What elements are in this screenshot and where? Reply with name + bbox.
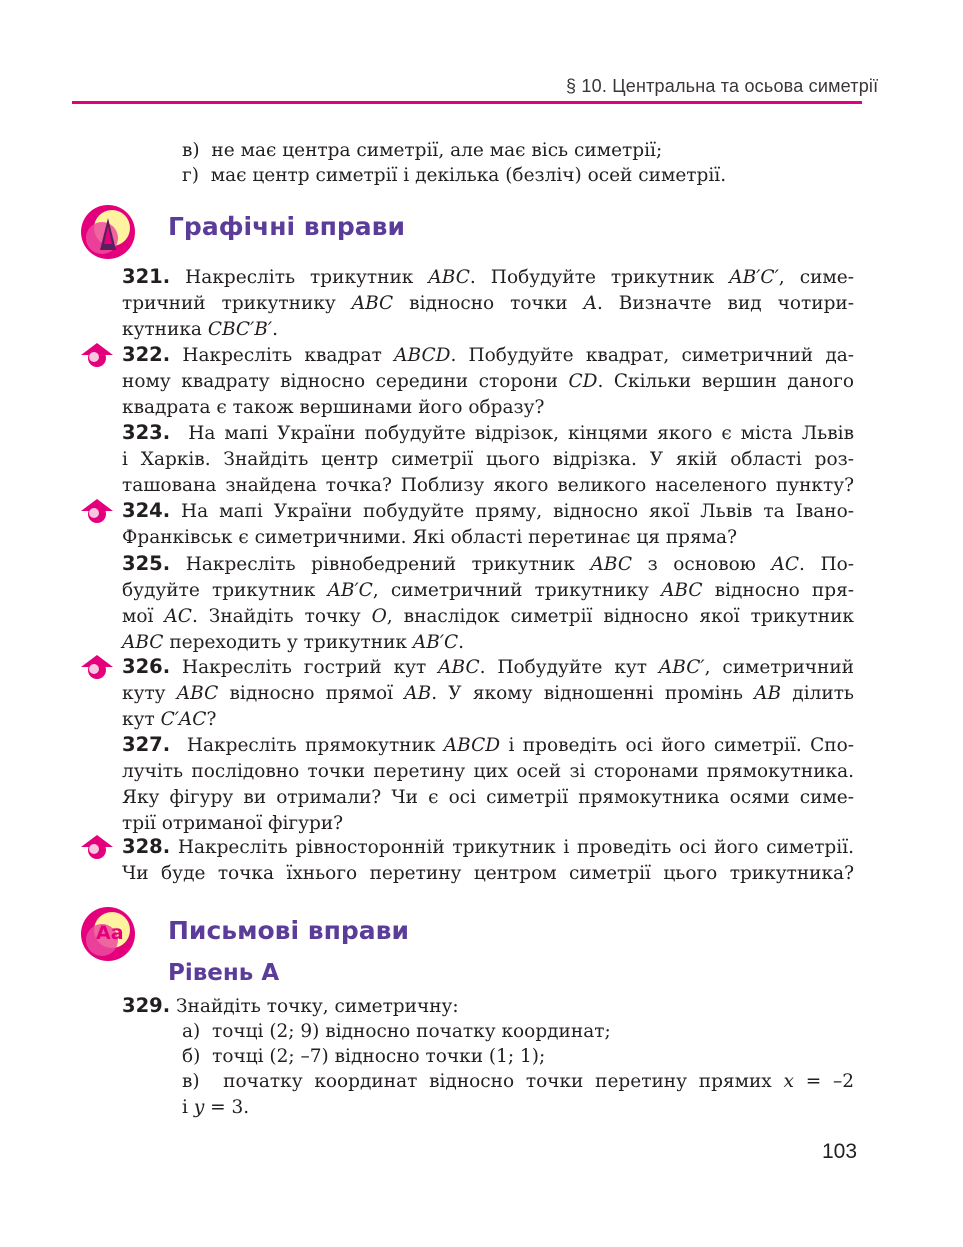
- exercise-326: [122, 654, 854, 733]
- math: ABC: [122, 632, 164, 653]
- exercise-322: [122, 342, 854, 421]
- text: Накресліть гострий кут: [182, 657, 439, 678]
- item-text: точці (2; 9) відносно початку координат;: [212, 1021, 611, 1042]
- difficulty-marker-icon: [80, 834, 114, 860]
- math: CD: [568, 371, 598, 392]
- exercise-line: трії отриманої фігури?: [122, 813, 344, 834]
- difficulty-marker-icon: [80, 654, 114, 680]
- exercise-number: 327.: [122, 733, 171, 756]
- exercise-line: [122, 732, 854, 759]
- text: Накресліть прямокутник: [186, 735, 444, 756]
- exercise-329: [122, 993, 459, 1020]
- text: , симетричний трикутнику: [372, 580, 662, 601]
- text: . Знайдіть точку: [191, 606, 372, 627]
- aa-icon-label: Aa: [96, 922, 124, 944]
- item-label: б): [182, 1046, 201, 1067]
- exercise-323: [122, 420, 854, 499]
- exercise-number: 322.: [122, 343, 171, 366]
- text: Накресліть рівнобедрений трикутник: [185, 554, 591, 575]
- header-divider: [72, 101, 862, 104]
- exercise-line: Чи буде точка їхнього перетину центром симетрії цього трикутника?: [122, 863, 854, 884]
- text: мої: [122, 606, 165, 627]
- exercise-line: лучіть послідовно точки перетину цих осей зі сторонами прямокутника.: [122, 761, 854, 782]
- math: AC: [164, 606, 192, 627]
- math: ABC: [590, 554, 633, 575]
- math: AB: [754, 683, 782, 704]
- math: ABC: [428, 267, 470, 288]
- text: кутника: [122, 319, 208, 340]
- section-title-written: Письмові вправи: [168, 916, 409, 945]
- math: y: [193, 1097, 205, 1118]
- intro-item-label: в): [182, 140, 200, 161]
- exercise-line: [122, 578, 854, 604]
- exercise-329-b: [182, 1044, 545, 1070]
- math: ABC′: [658, 657, 705, 678]
- text: . Визначте вид чотири-: [596, 293, 854, 314]
- text: , симетричний: [704, 657, 855, 678]
- exercise-line: Яку фігуру ви отримали? Чи є осі симетрії прямокутника осями симе-: [122, 787, 854, 808]
- text: . Побудуйте квадрат, симетричний да-: [450, 345, 854, 366]
- text: переходить у трикутник: [163, 632, 413, 653]
- exercise-line: ташована знайдена точка? Поблизу якого великого населеного пункту?: [122, 475, 854, 496]
- math: x: [783, 1071, 794, 1092]
- level-title: Рівень А: [168, 960, 280, 986]
- running-header: § 10. Центральна та осьова симетрії: [566, 76, 879, 96]
- text: , симе-: [778, 267, 854, 288]
- exercise-number: 326.: [122, 655, 171, 678]
- exercise-number: 329.: [122, 994, 171, 1017]
- text: ному квадрату відносно середини сторони: [122, 371, 569, 392]
- text: На мапі України побудуйте відрізок, кінцями якого є міста Львів: [188, 423, 855, 444]
- exercise-line: [122, 707, 854, 733]
- text: Накресліть трикутник: [185, 267, 429, 288]
- exercise-line: [122, 369, 854, 395]
- exercise-line: [122, 604, 854, 630]
- math: ABC: [351, 293, 394, 314]
- text: Накресліть рівносторонній трикутник і проведіть осі його симетрії.: [177, 837, 854, 858]
- exercise-line: [122, 291, 854, 317]
- text: .: [458, 632, 465, 653]
- text: і проведіть осі його симетрії. Спо-: [500, 735, 854, 756]
- math: CBC′B′: [207, 319, 273, 340]
- text: тричний трикутнику: [122, 293, 352, 314]
- text: . Скільки вершин даного: [597, 371, 854, 392]
- math: AC: [771, 554, 799, 575]
- text: відносно точки: [393, 293, 584, 314]
- text: ділить: [781, 683, 855, 704]
- page-number: 103: [822, 1140, 858, 1163]
- exercise-line: [122, 317, 854, 343]
- exercise-327: [122, 732, 854, 837]
- exercise-number: 321.: [122, 265, 171, 288]
- math: A: [583, 293, 597, 314]
- math: ABC: [176, 683, 219, 704]
- text: . Побудуйте кут: [479, 657, 659, 678]
- text: кут: [122, 709, 161, 730]
- exercise-line: [122, 630, 854, 656]
- intro-item-g: [182, 163, 726, 189]
- text: Знайдіть точку, симетричну:: [176, 996, 459, 1017]
- exercise-number: 328.: [122, 835, 171, 858]
- exercise-line: [182, 1069, 854, 1095]
- exercise-325: [122, 551, 854, 656]
- item-text: точці (2; –7) відносно точки (1; 1);: [212, 1046, 546, 1067]
- intro-item-v: [182, 138, 662, 164]
- intro-item-text: не має центра симетрії, але має вісь симетрії;: [211, 140, 663, 161]
- math: AB′C′: [729, 267, 779, 288]
- math: AB: [404, 683, 432, 704]
- text: . Побудуйте трикутник: [469, 267, 730, 288]
- difficulty-marker-icon: [80, 342, 114, 368]
- exercise-line: [122, 342, 854, 369]
- text: , внаслідок симетрії відносно якої трикутник: [386, 606, 854, 627]
- item-label: в): [182, 1071, 200, 1092]
- text: будуйте трикутник: [122, 580, 328, 601]
- text: відносно прямої: [218, 683, 405, 704]
- exercise-line: і Харків. Знайдіть центр симетрії цього відрізка. У якій області роз-: [122, 449, 854, 470]
- math: ABCD: [394, 345, 451, 366]
- exercise-321: [122, 264, 854, 343]
- item-text: і: [182, 1097, 194, 1118]
- exercise-line: [182, 1095, 854, 1121]
- exercise-line: квадрата є також вершинами його образу?: [122, 397, 545, 418]
- text: куту: [122, 683, 177, 704]
- text: ?: [206, 709, 217, 730]
- exercise-line: [122, 551, 854, 578]
- intro-item-text: має центр симетрії і декілька (безліч) осей симетрії.: [210, 165, 727, 186]
- math: ABCD: [443, 735, 501, 756]
- math: O: [371, 606, 387, 627]
- difficulty-marker-icon: [80, 498, 114, 524]
- triangle-pencil-icon: [80, 204, 136, 260]
- math: ABC: [438, 657, 480, 678]
- text: . У якому відношенні промінь: [431, 683, 755, 704]
- math: = –2: [793, 1071, 854, 1092]
- math: C′AC: [160, 709, 207, 730]
- exercise-line: [122, 654, 854, 681]
- math: AB′C: [327, 580, 373, 601]
- section-title-graphic: Графічні вправи: [168, 212, 405, 241]
- text: .: [272, 319, 278, 340]
- text: відносно пря-: [702, 580, 854, 601]
- item-text: початку координат відносно точки перетину прямих: [223, 1071, 784, 1092]
- math: = 3.: [204, 1097, 250, 1118]
- exercise-number: 325.: [122, 552, 171, 575]
- exercise-329-c: [182, 1069, 854, 1121]
- exercise-line: [122, 681, 854, 707]
- exercise-line: [122, 264, 854, 291]
- exercise-328: [122, 834, 854, 887]
- exercise-329-a: [182, 1019, 611, 1045]
- exercise-number: 324.: [122, 499, 171, 522]
- text: з основою: [632, 554, 772, 575]
- exercise-324: [122, 498, 854, 551]
- math: ABC: [661, 580, 703, 601]
- exercise-line: [122, 498, 854, 525]
- text: . По-: [799, 554, 854, 575]
- exercise-line: Франківськ є симетричними. Які області перетинає ця пряма?: [122, 527, 737, 548]
- text: Накресліть квадрат: [182, 345, 395, 366]
- exercise-number: 323.: [122, 421, 171, 444]
- text: На мапі України побудуйте пряму, відносно якої Львів та Івано-: [181, 501, 855, 522]
- exercise-line: [122, 420, 854, 447]
- item-label: а): [182, 1021, 201, 1042]
- math: AB′C: [412, 632, 459, 653]
- exercise-line: [122, 834, 854, 861]
- intro-item-label: г): [182, 165, 199, 186]
